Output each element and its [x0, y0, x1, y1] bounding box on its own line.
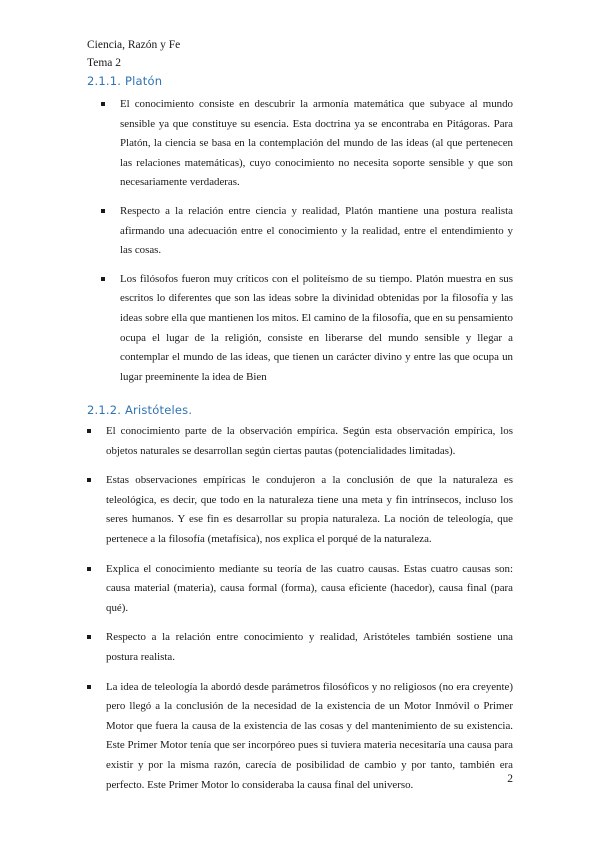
aristoteles-bullet-list [106, 422, 513, 805]
bullet-text: Estas observaciones empíricas le condujeron a la conclusión de que la naturaleza es teleológica, es decir, que todo en la naturaleza tiene una meta y fin intrínsecos, incluso los seres humanos. Y ese fin es desarrollar su propia naturaleza. La noción de teleología, que pertenece a la filosofía (metafísica), nos explica el porqué de la naturaleza. [106, 474, 513, 545]
header-course-title: Ciencia, Razón y Fe [87, 39, 181, 51]
bullet-square-icon [87, 429, 91, 433]
bullet-square-icon [87, 685, 91, 689]
platon-bullet-list [120, 95, 513, 396]
bullet-square-icon [101, 277, 105, 281]
list-item [106, 678, 513, 796]
list-item [106, 471, 513, 549]
bullet-square-icon [87, 567, 91, 571]
bullet-text: El conocimiento consiste en descubrir la armonía matemática que subyace al mundo sensible ya que constituye su esencia. Esta doctrina ya se encontraba en Pitágoras. Para Platón, la ciencia se basa en la contemplación del mundo de las ideas (al que pertenecen las relaciones matemáticas), cuyo conocimiento no necesita soporte sensible y que son necesariamente verdaderas. [120, 98, 513, 189]
bullet-text: La idea de teleología la abordó desde parámetros filosóficos y no religiosos (no era creyente) pero llegó a la conclusión de la necesidad de la existencia de un Motor Inmóvil o Primer Motor que fuera la causa de la existencia de las cosas y del mantenimiento de su existencia. Este Primer Motor tenía que ser incorpóreo pues si tuviera materia necesitaría una causa para existir y por la misma razón, carecía de posibilidad de cambio y por tanto, también era perfecto. Este Primer Motor lo consideraba la causa final del universo. [106, 680, 513, 791]
section-heading-platon: 2.1.1. Platón [87, 74, 163, 88]
list-item [106, 560, 513, 619]
bullet-text: Respecto a la relación entre ciencia y realidad, Platón mantiene una postura realista afirmando una adecuación entre el conocimiento y la realidad, entre el entendimiento y las cosas. [120, 204, 513, 257]
list-item [106, 628, 513, 667]
page-number: 2 [507, 773, 513, 785]
bullet-square-icon [101, 209, 105, 213]
list-item [120, 95, 513, 193]
bullet-square-icon [87, 478, 91, 482]
list-item [120, 202, 513, 261]
section-heading-aristoteles: 2.1.2. Aristóteles. [87, 403, 193, 417]
bullet-text: Explica el conocimiento mediante su teoría de las cuatro causas. Estas cuatro causas son: causa material (materia), causa formal (forma), causa eficiente (hacedor), causa final (para qué). [106, 562, 513, 614]
list-item [120, 270, 513, 388]
bullet-text: Los filósofos fueron muy críticos con el politeísmo de su tiempo. Platón muestra en sus escritos lo diferentes que son las ideas sobre la divinidad obtenidas por la filosofía y las ideas sobre ella que mantienen los mitos. El camino de la filosofía, que en su pensamiento ocupa el lugar de la religión, consiste en liberarse del mundo sensible y llegar a contemplar el mundo de las ideas, que tienen un carácter divino y entre las que ocupa un lugar preeminente la idea de Bien [120, 272, 513, 383]
bullet-square-icon [101, 102, 105, 106]
bullet-text: Respecto a la relación entre conocimiento y realidad, Aristóteles también sostiene una postura realista. [106, 631, 513, 663]
header-topic: Tema 2 [87, 57, 122, 69]
list-item [106, 422, 513, 461]
bullet-square-icon [87, 635, 91, 639]
running-header [87, 36, 180, 72]
bullet-text: El conocimiento parte de la observación empírica. Según esta observación empírica, los objetos naturales se desarrollan según ciertas pautas (potencialidades limitadas). [106, 425, 513, 457]
